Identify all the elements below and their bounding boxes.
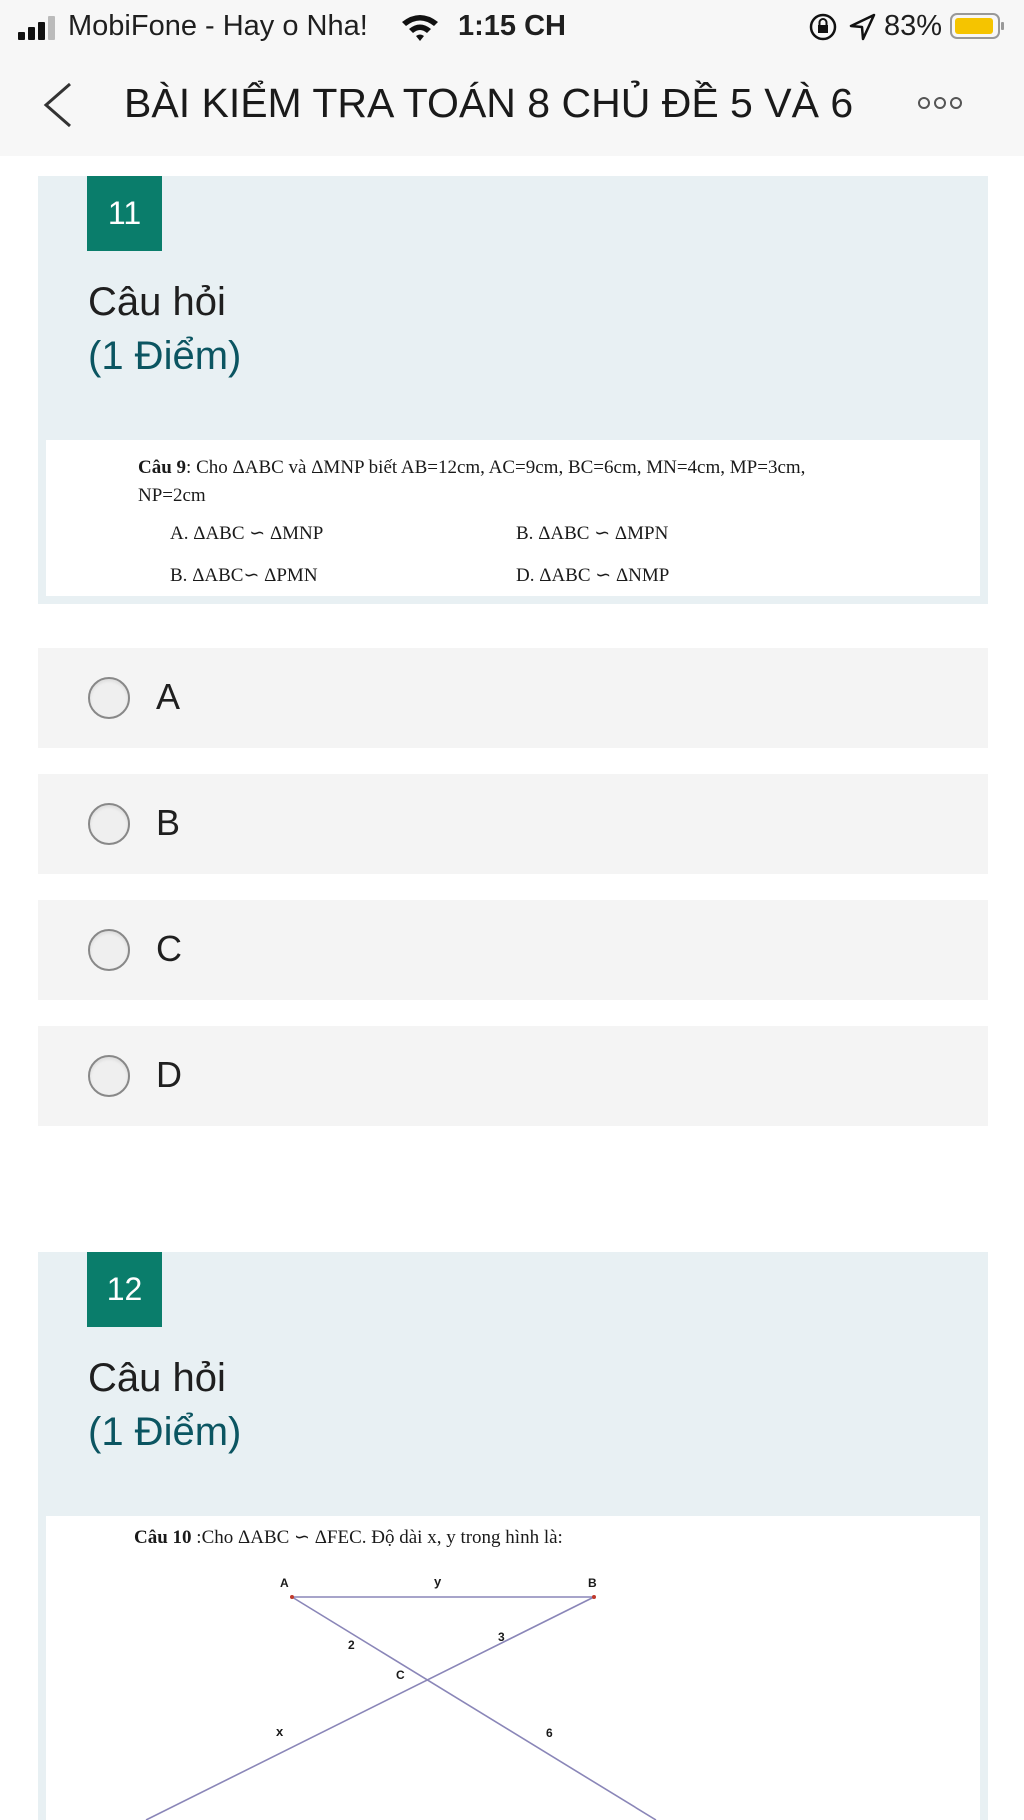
option-label: B <box>156 802 181 843</box>
question-image <box>46 1516 980 1820</box>
option-label: A <box>156 676 181 717</box>
more-options-icon[interactable] <box>918 96 978 116</box>
question-label: Câu hỏi <box>88 280 226 324</box>
radio-button[interactable] <box>88 677 130 719</box>
status-bar <box>0 0 1024 52</box>
battery-fill <box>955 18 993 34</box>
answer-option-d[interactable] <box>38 1026 988 1126</box>
choice-c: B. ΔABC∽ ΔPMN <box>170 565 318 586</box>
back-chevron-icon[interactable] <box>40 80 76 130</box>
radio-button[interactable] <box>88 1055 130 1097</box>
signal-icon <box>18 16 62 40</box>
label-2: 2 <box>348 1638 355 1652</box>
label-a: A <box>280 1576 289 1590</box>
question-label: Câu hỏi <box>88 1356 226 1400</box>
radio-button[interactable] <box>88 803 130 845</box>
question-stem: : Cho ΔABC và ΔMNP biết AB=12cm, AC=9cm, BC=6cm, MN=4cm, MP=3cm, <box>186 457 806 478</box>
question-stem: Câu 10 :Cho ΔABC ∽ ΔFEC. Độ dài x, y trong hình là: <box>134 1527 563 1548</box>
triangle-figure <box>46 1516 980 1820</box>
answer-option-a[interactable] <box>38 648 988 748</box>
choice-b: B. ΔABC ∽ ΔMPN <box>516 523 669 544</box>
page-title: BÀI KIỂM TRA TOÁN 8 CHỦ ĐỀ 5 VÀ 6 <box>124 80 854 126</box>
question-points: (1 Điểm) <box>88 1410 242 1454</box>
question-points: (1 Điểm) <box>88 334 242 378</box>
battery-icon <box>950 12 1006 40</box>
rotation-lock-icon <box>808 12 838 42</box>
question-image <box>46 440 980 596</box>
app-header <box>0 52 1024 156</box>
answer-option-b[interactable] <box>38 774 988 874</box>
choice-d: D. ΔABC ∽ ΔNMP <box>516 565 670 586</box>
question-card-11 <box>38 176 988 604</box>
question-number: 11 <box>87 176 162 251</box>
choice-a: A. ΔABC ∽ ΔMNP <box>170 523 324 544</box>
answer-option-c[interactable] <box>38 900 988 1000</box>
question-number: 12 <box>87 1252 162 1327</box>
label-b: B <box>588 1576 597 1590</box>
question-stem-2: NP=2cm <box>138 485 206 506</box>
label-c: C <box>396 1668 405 1682</box>
radio-button[interactable] <box>88 929 130 971</box>
label-y: y <box>434 1574 442 1589</box>
carrier-name: MobiFone - Hay o Nha! <box>68 10 368 42</box>
question-card-12 <box>38 1252 988 1820</box>
label-x: x <box>276 1724 284 1739</box>
location-icon <box>848 12 876 42</box>
wifi-icon <box>400 12 440 42</box>
clock: 1:15 CH <box>458 10 566 42</box>
label-6: 6 <box>546 1726 553 1740</box>
question-prefix: Câu 9 <box>138 457 187 478</box>
option-label: C <box>156 928 182 969</box>
option-label: D <box>156 1054 182 1095</box>
label-3: 3 <box>498 1630 505 1644</box>
battery-percent: 83% <box>884 10 943 42</box>
